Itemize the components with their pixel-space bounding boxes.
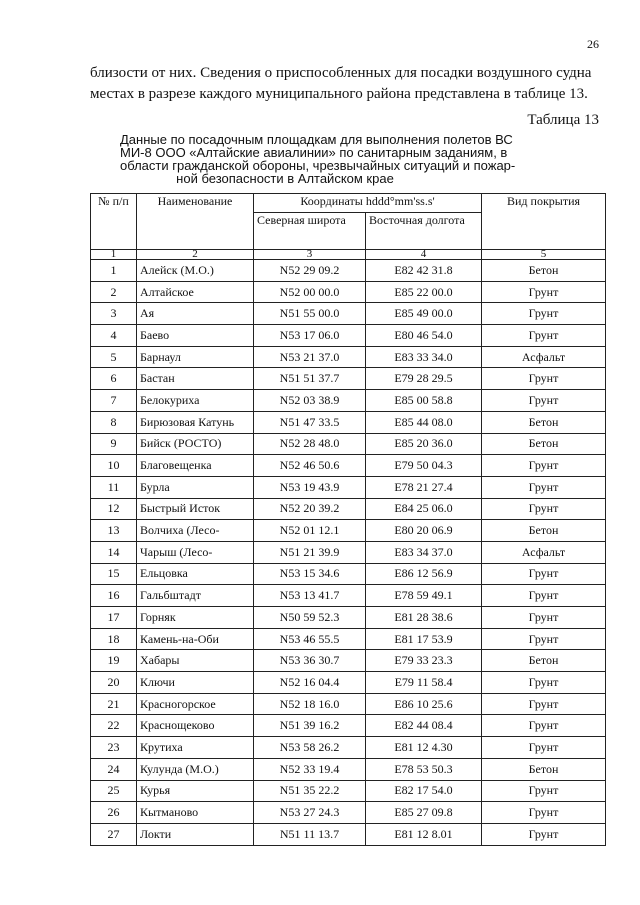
row-number: 1 bbox=[91, 260, 137, 282]
row-number: 18 bbox=[91, 628, 137, 650]
coverage-type: Грунт bbox=[482, 628, 606, 650]
coverage-type: Грунт bbox=[482, 607, 606, 629]
site-name: Красногорское bbox=[137, 693, 254, 715]
latitude: N53 17 06.0 bbox=[254, 325, 366, 347]
latitude: N53 15 34.6 bbox=[254, 563, 366, 585]
site-name: Локти bbox=[137, 823, 254, 845]
coverage-type: Грунт bbox=[482, 802, 606, 824]
latitude: N53 58 26.2 bbox=[254, 737, 366, 759]
longitude: E82 42 31.8 bbox=[366, 260, 482, 282]
coverage-type: Грунт bbox=[482, 325, 606, 347]
table-row bbox=[91, 368, 606, 390]
latitude: N52 03 38.9 bbox=[254, 390, 366, 412]
row-number: 12 bbox=[91, 498, 137, 520]
longitude: E85 22 00.0 bbox=[366, 281, 482, 303]
row-number: 3 bbox=[91, 303, 137, 325]
coverage-type: Грунт bbox=[482, 498, 606, 520]
header-name: Наименование bbox=[137, 194, 254, 250]
coverage-type: Бетон bbox=[482, 520, 606, 542]
latitude: N52 18 16.0 bbox=[254, 693, 366, 715]
longitude: E83 33 34.0 bbox=[366, 346, 482, 368]
table-row bbox=[91, 650, 606, 672]
row-number: 2 bbox=[91, 281, 137, 303]
site-name: Бийск (РОСТО) bbox=[137, 433, 254, 455]
longitude: E86 10 25.6 bbox=[366, 693, 482, 715]
site-name: Баево bbox=[137, 325, 254, 347]
latitude: N52 29 09.2 bbox=[254, 260, 366, 282]
table-row bbox=[91, 433, 606, 455]
page-number: 26 bbox=[587, 37, 599, 51]
table-row bbox=[91, 476, 606, 498]
row-number: 21 bbox=[91, 693, 137, 715]
longitude: E85 20 36.0 bbox=[366, 433, 482, 455]
site-name: Хабары bbox=[137, 650, 254, 672]
latitude: N52 16 04.4 bbox=[254, 672, 366, 694]
row-number: 11 bbox=[91, 476, 137, 498]
table-row bbox=[91, 607, 606, 629]
longitude: E78 21 27.4 bbox=[366, 476, 482, 498]
header-coords: Координаты hddd°mm'ss.s' bbox=[254, 194, 482, 213]
row-number: 16 bbox=[91, 585, 137, 607]
latitude: N51 39 16.2 bbox=[254, 715, 366, 737]
latitude: N51 55 00.0 bbox=[254, 303, 366, 325]
row-number: 7 bbox=[91, 390, 137, 412]
row-number: 25 bbox=[91, 780, 137, 802]
table-row bbox=[91, 693, 606, 715]
latitude: N53 36 30.7 bbox=[254, 650, 366, 672]
longitude: E81 12 8.01 bbox=[366, 823, 482, 845]
row-number: 6 bbox=[91, 368, 137, 390]
latitude: N51 51 37.7 bbox=[254, 368, 366, 390]
header-lat: Северная широта bbox=[254, 213, 366, 250]
longitude: E82 44 08.4 bbox=[366, 715, 482, 737]
coverage-type: Грунт bbox=[482, 585, 606, 607]
row-number: 23 bbox=[91, 737, 137, 759]
latitude: N51 21 39.9 bbox=[254, 541, 366, 563]
site-name: Благовещенка bbox=[137, 455, 254, 477]
coverage-type: Асфальт bbox=[482, 346, 606, 368]
latitude: N52 46 50.6 bbox=[254, 455, 366, 477]
longitude: E78 59 49.1 bbox=[366, 585, 482, 607]
table-row bbox=[91, 390, 606, 412]
site-name: Бурла bbox=[137, 476, 254, 498]
table-row bbox=[91, 780, 606, 802]
coverage-type: Грунт bbox=[482, 715, 606, 737]
table-row bbox=[91, 455, 606, 477]
table-row bbox=[91, 823, 606, 845]
coverage-type: Грунт bbox=[482, 693, 606, 715]
site-name: Быстрый Исток bbox=[137, 498, 254, 520]
longitude: E79 28 29.5 bbox=[366, 368, 482, 390]
table-row bbox=[91, 585, 606, 607]
site-name: Краснощеково bbox=[137, 715, 254, 737]
latitude: N53 19 43.9 bbox=[254, 476, 366, 498]
longitude: E80 46 54.0 bbox=[366, 325, 482, 347]
row-number: 15 bbox=[91, 563, 137, 585]
coverage-type: Бетон bbox=[482, 260, 606, 282]
row-number: 20 bbox=[91, 672, 137, 694]
column-number: 4 bbox=[366, 250, 482, 260]
site-name: Гальбштадт bbox=[137, 585, 254, 607]
coverage-type: Бетон bbox=[482, 758, 606, 780]
caption-line: МИ-8 ООО «Алтайские авиалинии» по санитарным заданиям, в bbox=[120, 145, 508, 160]
table-row bbox=[91, 260, 606, 282]
caption-line: области гражданской обороны, чрезвычайных ситуаций и пожар- bbox=[120, 158, 516, 173]
row-number: 9 bbox=[91, 433, 137, 455]
landing-sites-table bbox=[90, 193, 606, 846]
latitude: N53 21 37.0 bbox=[254, 346, 366, 368]
site-name: Крутиха bbox=[137, 737, 254, 759]
table-body bbox=[91, 260, 606, 846]
header-coverage: Вид покрытия bbox=[482, 194, 606, 250]
coverage-type: Грунт bbox=[482, 823, 606, 845]
row-number: 14 bbox=[91, 541, 137, 563]
row-number: 13 bbox=[91, 520, 137, 542]
coverage-type: Грунт bbox=[482, 368, 606, 390]
longitude: E80 20 06.9 bbox=[366, 520, 482, 542]
row-number: 10 bbox=[91, 455, 137, 477]
row-number: 8 bbox=[91, 411, 137, 433]
site-name: Чарыш (Лесо- bbox=[137, 541, 254, 563]
site-name: Камень-на-Оби bbox=[137, 628, 254, 650]
row-number: 17 bbox=[91, 607, 137, 629]
latitude: N51 35 22.2 bbox=[254, 780, 366, 802]
longitude: E78 53 50.3 bbox=[366, 758, 482, 780]
table-row bbox=[91, 303, 606, 325]
longitude: E85 44 08.0 bbox=[366, 411, 482, 433]
longitude: E84 25 06.0 bbox=[366, 498, 482, 520]
site-name: Алейск (М.О.) bbox=[137, 260, 254, 282]
longitude: E86 12 56.9 bbox=[366, 563, 482, 585]
table-row bbox=[91, 541, 606, 563]
row-number: 24 bbox=[91, 758, 137, 780]
intro-line: близости от них. Сведения о приспособленных для посадки воздушного судна bbox=[90, 65, 592, 81]
coverage-type: Грунт bbox=[482, 390, 606, 412]
table-row bbox=[91, 281, 606, 303]
coverage-type: Асфальт bbox=[482, 541, 606, 563]
column-number: 5 bbox=[482, 250, 606, 260]
site-name: Волчиха (Лесо- bbox=[137, 520, 254, 542]
column-number: 1 bbox=[91, 250, 137, 260]
header-lon: Восточная долгота bbox=[366, 213, 482, 250]
site-name: Бастан bbox=[137, 368, 254, 390]
site-name: Горняк bbox=[137, 607, 254, 629]
row-number: 5 bbox=[91, 346, 137, 368]
row-number: 22 bbox=[91, 715, 137, 737]
column-number: 3 bbox=[254, 250, 366, 260]
latitude: N52 33 19.4 bbox=[254, 758, 366, 780]
longitude: E85 27 09.8 bbox=[366, 802, 482, 824]
row-number: 26 bbox=[91, 802, 137, 824]
coverage-type: Грунт bbox=[482, 476, 606, 498]
coverage-type: Грунт bbox=[482, 281, 606, 303]
table-row bbox=[91, 672, 606, 694]
row-number: 27 bbox=[91, 823, 137, 845]
latitude: N50 59 52.3 bbox=[254, 607, 366, 629]
longitude: E81 28 38.6 bbox=[366, 607, 482, 629]
site-name: Кытманово bbox=[137, 802, 254, 824]
longitude: E81 12 4.30 bbox=[366, 737, 482, 759]
table-row bbox=[91, 411, 606, 433]
intro-paragraph bbox=[90, 63, 610, 105]
latitude: N53 27 24.3 bbox=[254, 802, 366, 824]
table-row bbox=[91, 737, 606, 759]
coverage-type: Бетон bbox=[482, 433, 606, 455]
site-name: Барнаул bbox=[137, 346, 254, 368]
table-row bbox=[91, 628, 606, 650]
table-row bbox=[91, 520, 606, 542]
site-name: Кулунда (М.О.) bbox=[137, 758, 254, 780]
coverage-type: Грунт bbox=[482, 780, 606, 802]
coverage-type: Бетон bbox=[482, 650, 606, 672]
longitude: E85 49 00.0 bbox=[366, 303, 482, 325]
coverage-type: Бетон bbox=[482, 411, 606, 433]
coverage-type: Грунт bbox=[482, 737, 606, 759]
table-row bbox=[91, 325, 606, 347]
coverage-type: Грунт bbox=[482, 563, 606, 585]
row-number: 4 bbox=[91, 325, 137, 347]
table-row bbox=[91, 563, 606, 585]
coverage-type: Грунт bbox=[482, 672, 606, 694]
table-row bbox=[91, 346, 606, 368]
longitude: E85 00 58.8 bbox=[366, 390, 482, 412]
caption-line: ной безопасности в Алтайском крае bbox=[176, 171, 394, 186]
latitude: N52 01 12.1 bbox=[254, 520, 366, 542]
table-row bbox=[91, 498, 606, 520]
latitude: N51 47 33.5 bbox=[254, 411, 366, 433]
site-name: Белокуриха bbox=[137, 390, 254, 412]
site-name: Ельцовка bbox=[137, 563, 254, 585]
site-name: Ая bbox=[137, 303, 254, 325]
coverage-type: Грунт bbox=[482, 303, 606, 325]
column-number: 2 bbox=[137, 250, 254, 260]
latitude: N52 00 00.0 bbox=[254, 281, 366, 303]
latitude: N53 13 41.7 bbox=[254, 585, 366, 607]
table-label: Таблица 13 bbox=[527, 112, 599, 128]
longitude: E79 11 58.4 bbox=[366, 672, 482, 694]
intro-line: местах в разрезе каждого муниципального района представлена в таблице 13. bbox=[90, 86, 588, 102]
longitude: E79 50 04.3 bbox=[366, 455, 482, 477]
longitude: E83 34 37.0 bbox=[366, 541, 482, 563]
table-row bbox=[91, 802, 606, 824]
latitude: N53 46 55.5 bbox=[254, 628, 366, 650]
site-name: Бирюзовая Катунь bbox=[137, 411, 254, 433]
latitude: N51 11 13.7 bbox=[254, 823, 366, 845]
coverage-type: Грунт bbox=[482, 455, 606, 477]
caption-line: Данные по посадочным площадкам для выполнения полетов ВС bbox=[120, 132, 513, 147]
site-name: Курья bbox=[137, 780, 254, 802]
table-row bbox=[91, 715, 606, 737]
table-row bbox=[91, 758, 606, 780]
longitude: E79 33 23.3 bbox=[366, 650, 482, 672]
longitude: E81 17 53.9 bbox=[366, 628, 482, 650]
latitude: N52 20 39.2 bbox=[254, 498, 366, 520]
table-caption bbox=[120, 132, 516, 186]
row-number: 19 bbox=[91, 650, 137, 672]
latitude: N52 28 48.0 bbox=[254, 433, 366, 455]
site-name: Алтайское bbox=[137, 281, 254, 303]
site-name: Ключи bbox=[137, 672, 254, 694]
header-num: № п/п bbox=[91, 194, 137, 250]
longitude: E82 17 54.0 bbox=[366, 780, 482, 802]
